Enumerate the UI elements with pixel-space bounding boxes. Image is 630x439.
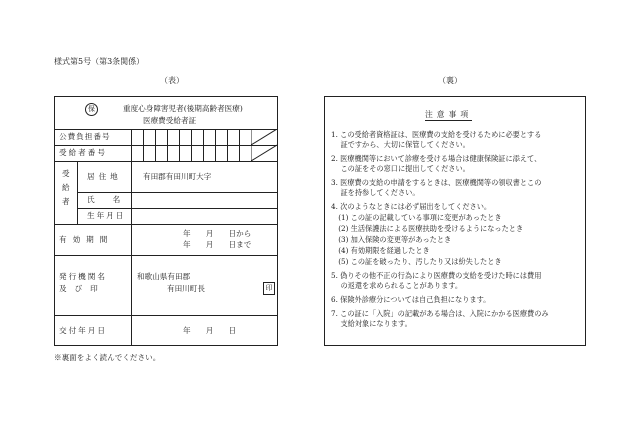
note-line: 支給対象になります。 (331, 319, 412, 328)
birthdate-label: 生年月日 (87, 211, 126, 220)
note-line: 1. この受給者資格証は、医療費の支給を受けるために必要とする (331, 130, 542, 139)
note-line: の返還を求められることがあります。 (331, 281, 463, 290)
note-line: 2. 医療機関等において診療を受ける場合は健康保険証に添えて、 (331, 154, 542, 163)
back-card (324, 96, 586, 346)
card-title-line1: 重度心身障害児者(後期高齢者医療) (123, 104, 243, 113)
issuer-stamp-icon: 印 (263, 282, 275, 295)
note-line: 5. 偽りその他不正の行為により医療費の支給を受けた時には費用 (331, 271, 542, 280)
issue-date-value: 年 月 日 (183, 326, 237, 335)
form-number-label: 様式第5号（第3条関係） (54, 57, 145, 66)
front-side-label: （表） (160, 76, 184, 85)
note-line: この証をその窓口に提出してください。 (331, 164, 470, 173)
note-line: (3) 加入保険の変更等があったとき (331, 235, 452, 244)
validity-from: 年 月 日から (183, 229, 252, 238)
card-title-line2: 医療費受給者証 (143, 116, 197, 125)
address-label: 居住地 (87, 172, 122, 181)
issue-date-label: 交付年月日 (59, 326, 107, 335)
note-line: 7. この証に「入院」の記載がある場合は、入院にかかる医療費のみ (331, 309, 549, 318)
payer-number-label: 公費負担番号 (59, 132, 111, 141)
seal-icon: 保 (85, 103, 98, 116)
back-side-label: （裏） (438, 76, 462, 85)
diagonal-strike-icon (251, 129, 277, 161)
note-line: 3. 医療費の支給の申請をするときは、医療機関等の領収書とこの (331, 178, 542, 187)
note-line: (4) 有効期限を経過したとき (331, 246, 430, 255)
note-line: (1) この証の記載している事項に変更があったとき (331, 213, 502, 222)
note-line: (2) 生活保護法による医療扶助を受けるようになったとき (331, 224, 524, 233)
note-line: 証を持参してください。 (331, 188, 420, 197)
issuer-line2: 有田川町長 (167, 284, 205, 293)
issuer-label-line2: 及び印 (59, 284, 106, 293)
note-line: (5) この証を破ったり、汚したり又は紛失したとき (331, 257, 502, 266)
validity-label: 有効期間 (59, 235, 114, 244)
validity-to: 年 月 日まで (183, 240, 252, 249)
address-value: 有田郡有田川町大字 (143, 172, 212, 181)
name-label: 氏名 (87, 195, 139, 204)
issuer-label-line1: 発行機関名 (59, 272, 107, 281)
recipient-number-label: 受給者番号 (59, 148, 107, 157)
notes-heading: 注意事項 (425, 110, 473, 119)
note-line: 6. 保険外診療分については自己負担になります。 (331, 295, 491, 304)
footnote: ※裏面をよく読んでください。 (54, 353, 161, 362)
issuer-line1: 和歌山県有田郡 (137, 272, 191, 281)
front-card (54, 96, 278, 346)
note-line: 4. 次のようなときには必ず届出をしてください。 (331, 202, 492, 211)
note-line: 証ですから、大切に保管してください。 (331, 140, 470, 149)
recipient-group-label: 受給者 (62, 169, 70, 206)
